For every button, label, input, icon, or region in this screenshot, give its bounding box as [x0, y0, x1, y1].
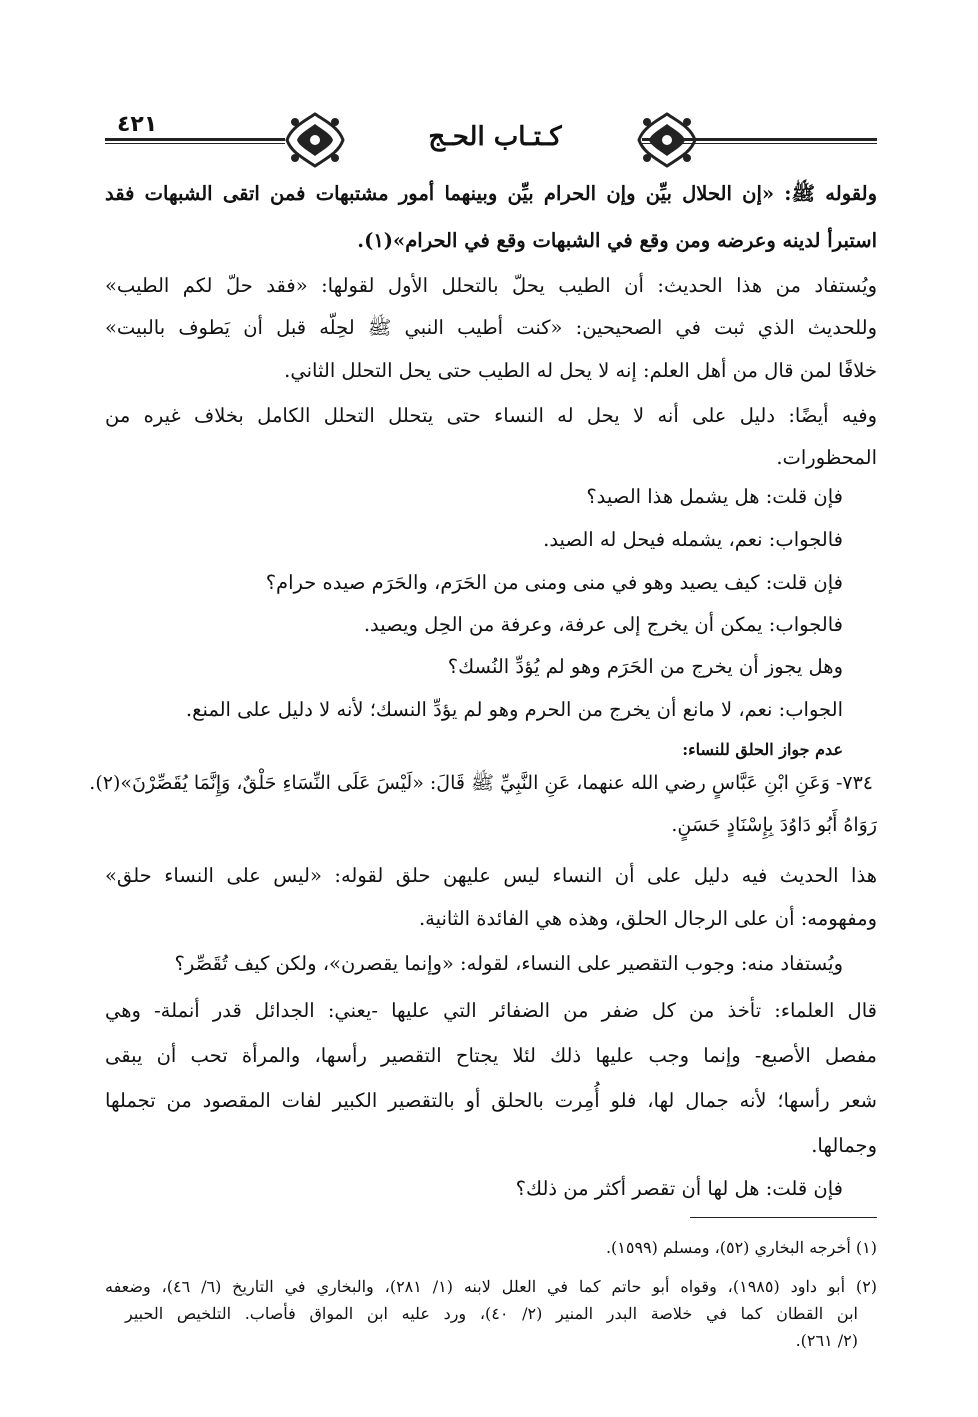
question-line: وهل يجوز أن يخرج من الحَرَم وهو لم يُؤدِّ النُسك؟ [447, 655, 843, 678]
answer-line: فالجواب: نعم، يشمله فيحل له الصيد. [543, 528, 843, 551]
body-line: وجمالها. [811, 1134, 877, 1157]
body-line: قال العلماء: تأخذ من كل ضفر من الضفائر التي عليها -يعني: الجدائل قدر أنملة- وهي [105, 999, 877, 1022]
hadith-source: رَوَاهُ أَبُو دَاوُدَ بِإِسْنَادٍ حَسَنٍ. [671, 814, 877, 836]
body-line: ويُستفاد منه: وجوب التقصير على النساء، لقوله: «وإنما يقصرن»، ولكن كيف تُقَصِّر؟ [174, 952, 843, 975]
ornament-icon [635, 110, 699, 170]
body-line: خلافًا لمن قال من أهل العلم: إنه لا يحل له الطيب حتى يحل التحلل الثاني. [284, 359, 877, 382]
answer-line: الجواب: نعم، لا مانع أن يخرج من الحرم وهو لم يؤدِّ النسك؛ لأنه لا دليل على المنع. [185, 698, 843, 721]
footnote: (٢/ ٢٦١). [795, 1331, 858, 1350]
body-line: هذا الحديث فيه دليل على أن النساء ليس عليهن حلق لقوله: «ليس على النساء حلق» [105, 864, 877, 887]
header-rule-left-thin [105, 143, 285, 144]
body-line: ومفهومه: أن على الرجال الحلق، وهذه هي الفائدة الثانية. [418, 907, 877, 930]
page-number: ٤٢١ [117, 112, 158, 137]
body-line: شعر رأسها؛ لأنه جمال لها، فلو أُمِرت بالحلق أو بالتقصير الكبير لفات المقصود من تجملها [105, 1089, 877, 1112]
question-line: فإن قلت: هل يشمل هذا الصيد؟ [586, 485, 843, 508]
question-line: فإن قلت: هل لها أن تقصر أكثر من ذلك؟ [515, 1177, 843, 1200]
question-line: فإن قلت: كيف يصيد وهو في منى ومنى من الحَرَم، والحَرَم صيده حرام؟ [265, 571, 843, 594]
body-line: وللحديث الذي ثبت في الصحيحين: «كنت أطيب النبي ﷺ لحِلّه قبل أن يَطوف بالبيت» [105, 316, 877, 339]
footnote: (٢) أبو داود (١٩٨٥)، وقواه أبو حاتم كما في العلل لابنه (١/ ٢٨١)، والبخاري في التاريخ (٦/ ٤٦)، وضعفه [105, 1277, 878, 1296]
answer-line: فالجواب: يمكن أن يخرج إلى عرفة، وعرفة من الحِل ويصيد. [363, 613, 843, 636]
page-header [105, 98, 877, 178]
ornament-icon [283, 110, 347, 170]
footnote: (١) أخرجه البخاري (٥٢)، ومسلم (١٥٩٩). [605, 1238, 877, 1257]
body-line: استبرأ لدينه وعرضه ومن وقع في الشبهات وقع في الحرام»(١). [357, 229, 877, 252]
footnote-divider [690, 1217, 877, 1218]
body-line: ولقوله ﷺ: «إن الحلال بيِّن وإن الحرام بيِّن وبينهما أمور مشتبهات فمن اتقى الشبهات فقد [105, 182, 877, 205]
body-line: المحظورات. [776, 446, 877, 469]
body-line: مفصل الأصبع- وإنما وجب عليها ذلك لئلا يجتاح التقصير رأسها، والمرأة تحب أن يبقى [105, 1044, 877, 1067]
body-line: ويُستفاد من هذا الحديث: أن الطيب يحلّ بالتحلل الأول لقولها: «فقد حلّ لكم الطيب» [105, 274, 877, 297]
footnote: ابن القطان كما في خلاصة البدر المنير (٢/ ٤٠)، ورد عليه ابن المواق فأصاب. التلخيص الحبير [125, 1304, 858, 1323]
book-title: كـتـاب الحـج [428, 122, 562, 152]
hadith-text: ٧٣٤- وَعَنِ ابْنِ عَبَّاسٍ رضي الله عنهما، عَنِ النَّبِيِّ ﷺ قَالَ: «لَيْسَ عَلَى النِّسَاءِ حَلْقٌ، وَإِنَّمَا يُقَصِّرْنَ»(٢). [89, 772, 873, 794]
header-rule-left [105, 138, 285, 141]
body-line: وفيه أيضًا: دليل على أنه لا يحل له النساء حتى يتحلل التحلل الكامل بخلاف غيره من [105, 404, 877, 427]
section-heading: عدم جواز الحلق للنساء: [682, 740, 843, 759]
